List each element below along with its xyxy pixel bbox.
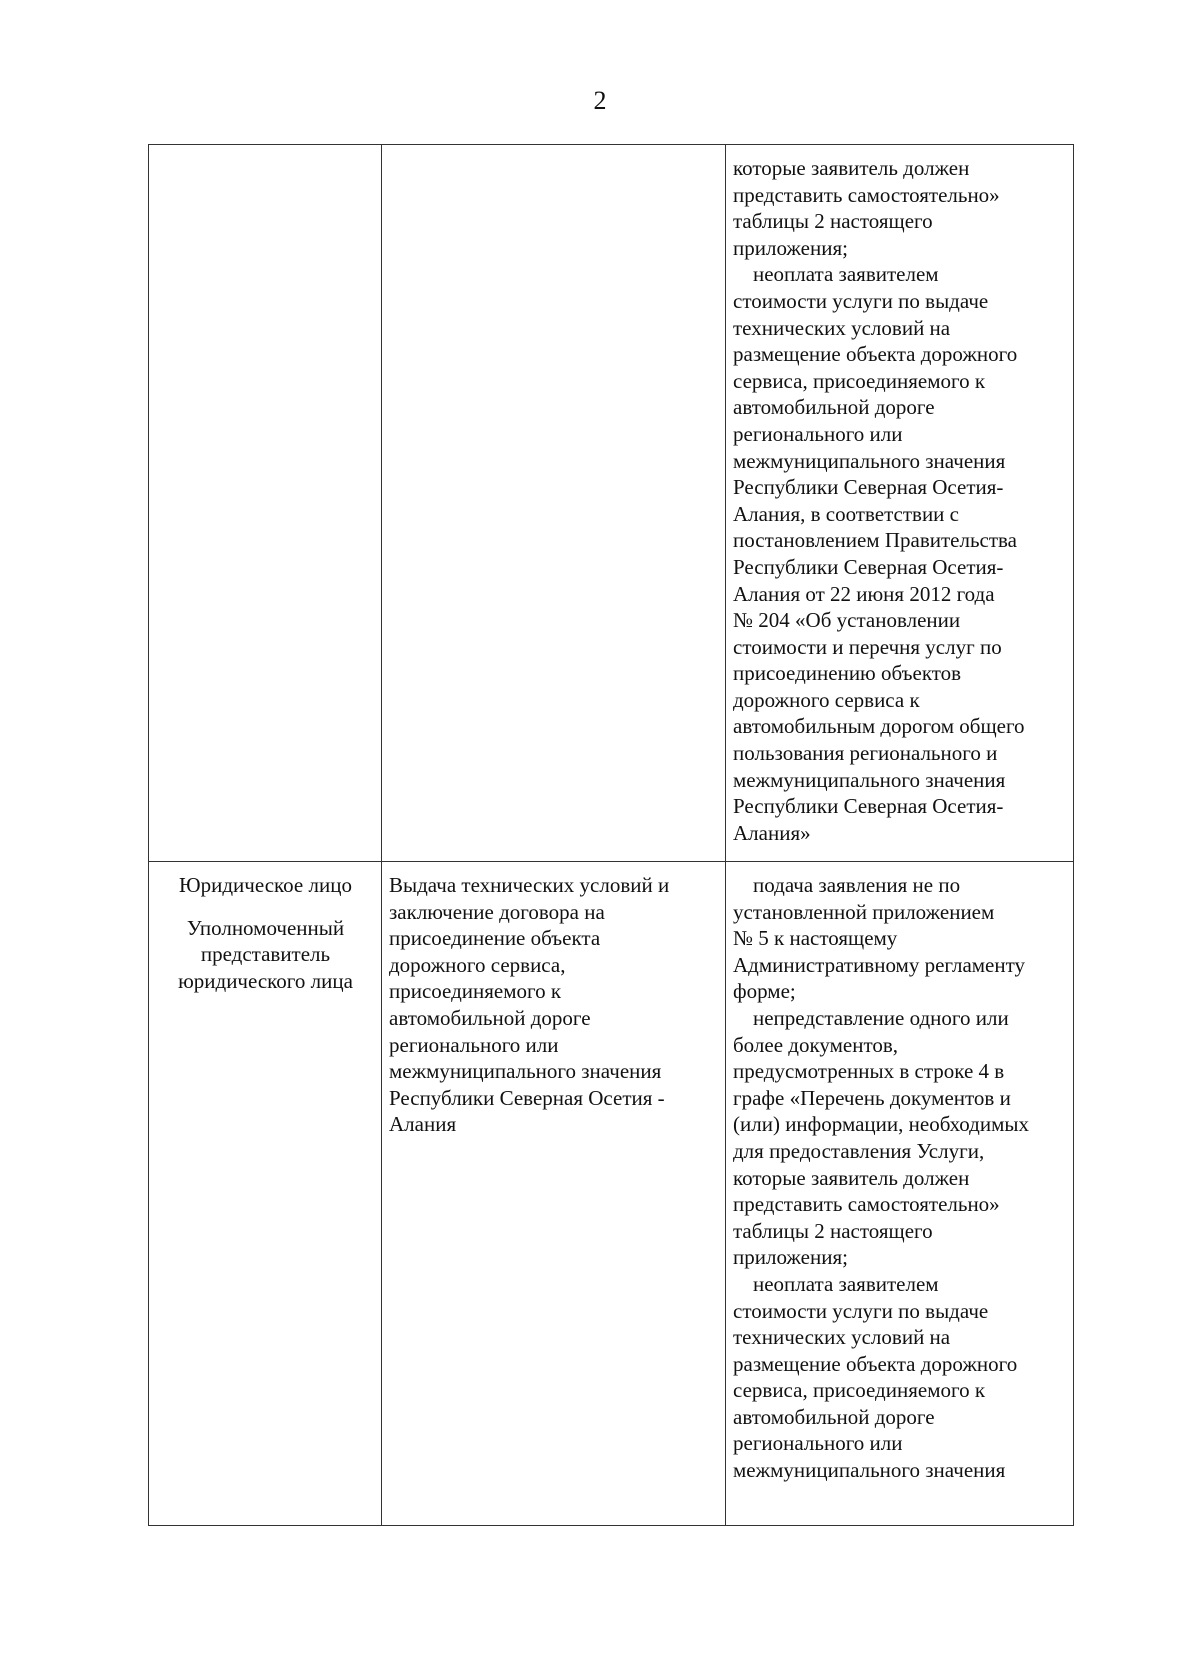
text-line: Республики Северная Осетия- [733, 475, 1004, 500]
text-line: приложения; [733, 1245, 848, 1270]
text-line: Уполномоченный [186, 915, 345, 940]
text-line: регионального или [733, 1431, 903, 1456]
text-line: Выдача технических условий и [389, 873, 670, 897]
text-line: Алания от 22 июня 2012 года [733, 581, 995, 606]
text-line: Республики Северная Осетия - [389, 1085, 665, 1110]
text-line: Алания» [733, 820, 811, 845]
text-line: таблицы 2 настоящего [733, 209, 933, 234]
text-line: неоплата заявителем [753, 262, 939, 287]
table-cell-applicant [149, 862, 382, 1526]
page-number: 2 [593, 86, 607, 115]
text-line: для предоставления Услуги, [733, 1138, 985, 1163]
table-cell-applicant [149, 145, 382, 862]
text-line: автомобильной дороге [733, 395, 935, 420]
text-line: регионального или [389, 1032, 559, 1057]
text-line: неоплата заявителем [753, 1271, 939, 1296]
text-line: представить самостоятельно» [733, 182, 1000, 207]
text-line: предусмотренных в строке 4 в [733, 1059, 1005, 1084]
document-table [148, 144, 1074, 1526]
text-line: более документов, [733, 1032, 899, 1057]
text-line: которые заявитель должен [733, 156, 970, 180]
text-line: юридического лица [178, 968, 353, 993]
text-line: Республики Северная Осетия- [733, 794, 1004, 819]
text-line: приложения; [733, 235, 848, 260]
text-line: автомобильной дороге [389, 1005, 591, 1030]
text-line: автомобильным дорогом общего [733, 714, 1025, 739]
text-line: № 5 к настоящему [733, 926, 898, 951]
text-line: установленной приложением [733, 899, 995, 924]
text-line: таблицы 2 настоящего [733, 1218, 933, 1243]
text-line: стоимости услуги по выдаче [733, 1298, 989, 1323]
text-line: сервиса, присоединяемого к [733, 368, 986, 393]
text-line: № 204 «Об установлении [733, 608, 961, 633]
text-line: графе «Перечень документов и [733, 1085, 1011, 1110]
text-line: технических условий на [733, 315, 951, 340]
table-row [149, 862, 1074, 1526]
text-line: стоимости услуги по выдаче [733, 288, 989, 313]
text-line: дорожного сервиса к [733, 687, 920, 712]
text-line: автомобильной дороге [733, 1404, 935, 1429]
text-line: межмуниципального значения [389, 1059, 662, 1084]
text-line: Алания, в соответствии с [733, 501, 959, 526]
text-line: непредставление одного или [753, 1005, 1009, 1030]
table-cell-service [382, 145, 726, 862]
text-line: которые заявитель должен [733, 1165, 970, 1190]
applicant-category: Юридическое лицо [179, 873, 352, 897]
text-line: размещение объекта дорожного [733, 1351, 1018, 1376]
text-line: технических условий на [733, 1325, 951, 1350]
text-line: стоимости и перечня услуг по [733, 634, 1002, 659]
text-line: заключение договора на [389, 899, 605, 924]
text-line: Административному регламенту [733, 952, 1026, 977]
text-line: форме; [733, 979, 796, 1004]
text-line: присоединение объекта [389, 926, 601, 951]
table-row [149, 145, 1074, 862]
text-line: межмуниципального значения [733, 767, 1006, 792]
text-line: представитель [200, 942, 331, 967]
text-line: присоединяемого к [389, 979, 562, 1004]
text-line: представить самостоятельно» [733, 1192, 1000, 1217]
text-line: межмуниципального значения [733, 1458, 1006, 1483]
text-line: дорожного сервиса, [389, 952, 566, 977]
table-cell-service [382, 862, 726, 1526]
text-line: Республики Северная Осетия- [733, 554, 1004, 579]
authorized-representative [156, 915, 375, 995]
table-cell-grounds [726, 862, 1074, 1526]
text-line: пользования регионального и [733, 741, 998, 766]
text-line: Алания [389, 1112, 457, 1137]
text-line: постановлением Правительства [733, 528, 1018, 553]
text-line: подача заявления не по [753, 873, 961, 897]
table-cell-grounds [726, 145, 1074, 862]
text-line: (или) информации, необходимых [733, 1112, 1029, 1137]
text-line: межмуниципального значения [733, 448, 1006, 473]
text-line: регионального или [733, 421, 903, 446]
text-line: присоединению объектов [733, 661, 962, 686]
text-line: сервиса, присоединяемого к [733, 1378, 986, 1403]
text-line: размещение объекта дорожного [733, 342, 1018, 367]
